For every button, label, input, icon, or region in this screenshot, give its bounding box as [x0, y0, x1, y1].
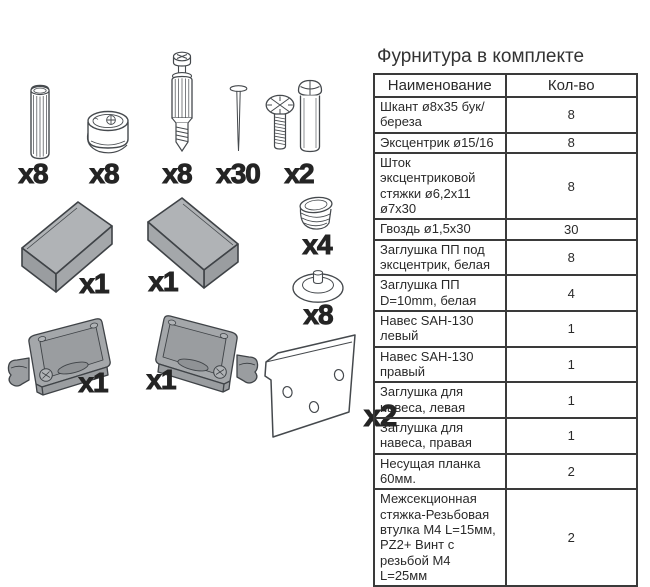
table-row	[374, 240, 637, 276]
page-title: Фурнитура в комплекте	[377, 46, 585, 67]
table-row	[374, 454, 637, 490]
part-name: Заглушка ПП под эксцентрик, белая	[374, 240, 506, 276]
count-label-cam: x8	[89, 158, 119, 189]
part-qty: 2	[506, 454, 638, 490]
hardware-table	[373, 73, 638, 587]
part-name: Заглушка для навеса, правая	[374, 418, 506, 454]
count-label-cap: x8	[303, 299, 333, 330]
part-name: Заглушка для навеса, левая	[374, 382, 506, 418]
table-row	[374, 347, 637, 383]
part-qty: 2	[506, 489, 638, 586]
part-name: Шток эксцентриковой стяжки ø6,2x11 ø7x30	[374, 153, 506, 219]
count-label-hinge-right: x1	[146, 364, 176, 395]
table-row	[374, 133, 637, 153]
cam-lock-illustration	[84, 108, 132, 158]
table-row	[374, 489, 637, 586]
part-qty: 1	[506, 418, 638, 454]
count-label-hinge-left: x1	[78, 367, 108, 398]
part-name: Заглушка ПП D=10mm, белая	[374, 275, 506, 311]
count-label-cover-left: x1	[79, 268, 109, 299]
table-row	[374, 153, 637, 219]
part-qty: 8	[506, 240, 638, 276]
nail-illustration	[228, 85, 250, 155]
part-qty: 1	[506, 311, 638, 347]
table-row	[374, 97, 637, 133]
part-name: Гвоздь ø1,5x30	[374, 219, 506, 239]
count-label-plate: x2	[363, 398, 397, 433]
table-row	[374, 275, 637, 311]
dowel-illustration	[26, 82, 54, 162]
cam-bolt-illustration	[166, 50, 198, 158]
part-name: Навес SAH-130 левый	[374, 311, 506, 347]
count-label-dowel: x8	[18, 158, 48, 189]
count-label-plug: x4	[302, 229, 332, 260]
count-label-bolt: x8	[162, 158, 192, 189]
part-qty: 8	[506, 97, 638, 133]
part-qty: 8	[506, 133, 638, 153]
column-header-qty: Кол-во	[506, 74, 638, 97]
count-label-nail: x30	[216, 158, 260, 189]
table-row	[374, 382, 637, 418]
mounting-plate-illustration	[256, 330, 364, 442]
part-name: Шкант ø8x35 бук/береза	[374, 97, 506, 133]
sleeve-illustration	[296, 77, 324, 155]
table-row	[374, 311, 637, 347]
hinge-left-illustration	[6, 318, 126, 400]
column-header-name: Наименование	[374, 74, 506, 97]
table-row	[374, 219, 637, 239]
part-name: Несущая планка 60мм.	[374, 454, 506, 490]
part-qty: 1	[506, 347, 638, 383]
screw-illustration	[263, 93, 299, 155]
part-name: Навес SAH-130 правый	[374, 347, 506, 383]
count-label-cover-right: x1	[148, 266, 178, 297]
part-qty: 4	[506, 275, 638, 311]
count-label-screws: x2	[284, 158, 314, 189]
table-header-row	[374, 74, 637, 97]
table-row	[374, 418, 637, 454]
part-qty: 30	[506, 219, 638, 239]
part-name: Эксцентрик ø15/16	[374, 133, 506, 153]
part-qty: 1	[506, 382, 638, 418]
part-qty: 8	[506, 153, 638, 219]
part-name: Межсекционная стяжка-Резьбовая втулка М4 L=15мм, PZ2+ Винт с резьбой М4 L=25мм	[374, 489, 506, 586]
